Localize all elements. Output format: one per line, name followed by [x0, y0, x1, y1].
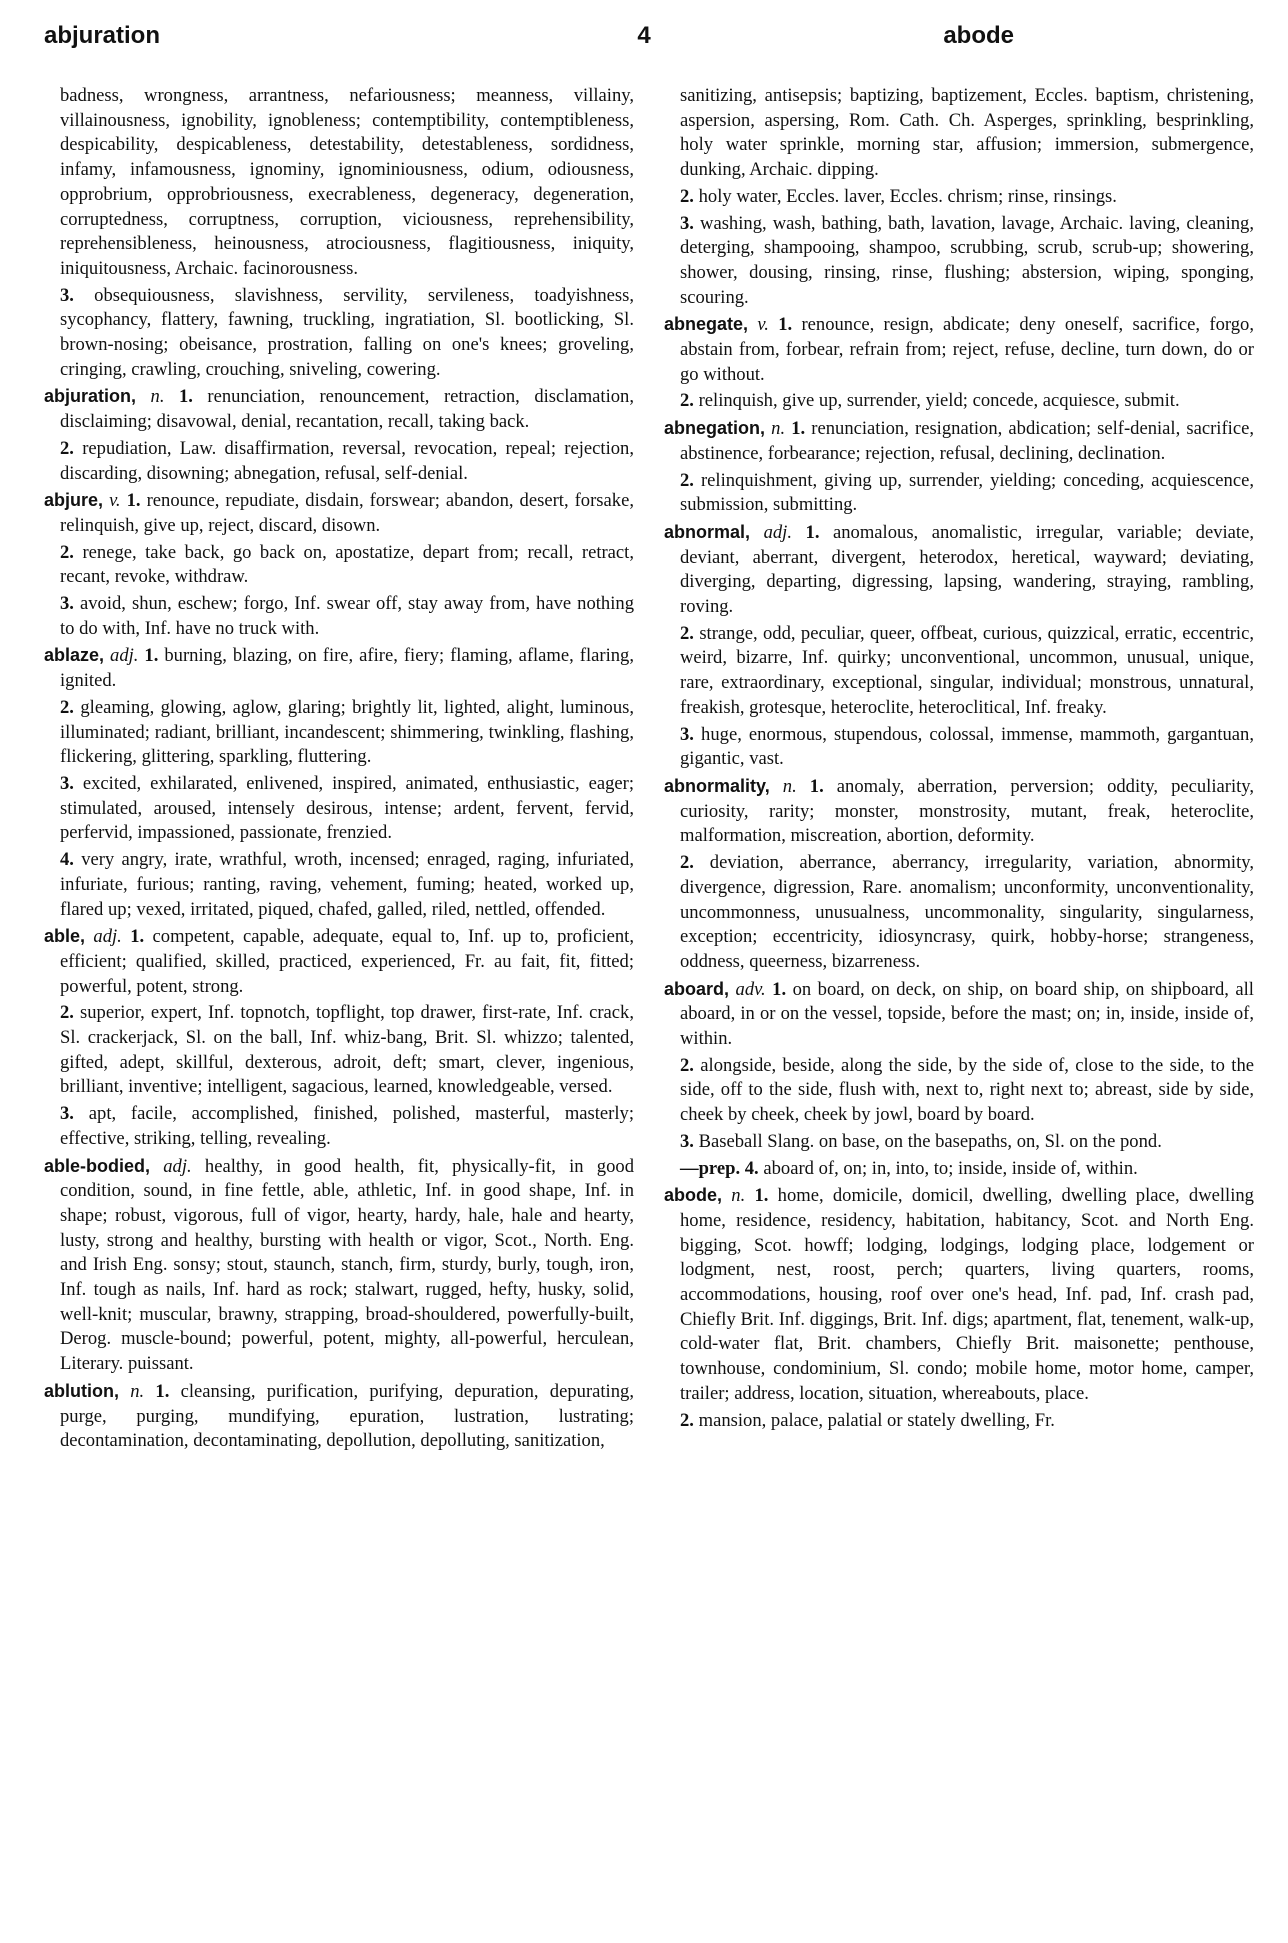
sense-number: 3.: [60, 284, 74, 306]
sense: [44, 437, 634, 486]
dictionary-entry: [664, 1183, 1254, 1406]
part-of-speech: v.: [109, 490, 121, 512]
dictionary-entry: [44, 643, 634, 693]
synonym-list: sanitizing, antisepsis; baptizing, baptizement, Eccles. baptism, christening, aspersion, aspersing, Rom. Cath. Ch. Asperges, sprinkling, besprinkling, holy water sprinkle, morning star, affusion; immersion, submergence, dunking, Archaic. dipping.: [680, 85, 1254, 181]
synonym-list: cleansing, purification, purifying, depuration, depurating, purge, purging, mundifying, epuration, lustration, lustrating; decontamination, decontaminating, depollution, depolluting, sanitization,: [60, 1380, 634, 1452]
headword: abnegate,: [664, 314, 749, 335]
sense-number: 2.: [680, 1409, 694, 1431]
headword: ablaze,: [44, 645, 105, 666]
sense: [44, 772, 634, 846]
dictionary-entry: [664, 520, 1254, 620]
headword: abnormal,: [664, 521, 751, 542]
synonym-list: renounce, resign, abdicate; deny oneself, sacrifice, forgo, abstain from, forbear, refrain from; reject, refuse, decline, turn down, do or go without.: [680, 314, 1254, 385]
sense-number: 2.: [680, 469, 694, 491]
dictionary-entry: [664, 774, 1254, 849]
sense: [664, 1409, 1254, 1434]
sense-number: 3.: [680, 212, 694, 234]
headword: abnegation,: [664, 418, 766, 439]
sense-number: 2.: [60, 437, 74, 459]
synonym-list: superior, expert, Inf. topnotch, topflight, top drawer, first-rate, Inf. crack, Sl. crackerjack, Sl. on the ball, Inf. whiz-bang, Brit. Sl. whizzo; talented, gifted, adept, skillful, dexterous, adroit, deft; smart, clever, ingenious, brilliant, inventive; intelligent, sagacious, learned, knowledgeable, versed.: [60, 1002, 635, 1098]
sense-number: 1.: [130, 926, 145, 948]
sense-number: 2.: [680, 852, 694, 874]
synonym-list: gleaming, glowing, aglow, glaring; brightly lit, lighted, alight, luminous, illuminated; radiant, brilliant, incandescent; shimmering, twinkling, flashing, flickering, glittering, sparkling, fluttering.: [60, 696, 634, 768]
synonym-list: huge, enormous, stupendous, colossal, immense, mammoth, gargantuan, gigantic, vast.: [680, 723, 1254, 770]
sense: [664, 212, 1254, 311]
sense-number: 2.: [680, 185, 694, 207]
headword: able-bodied,: [44, 1155, 151, 1176]
synonym-list: relinquishment, giving up, surrender, yielding; conceding, acquiescence, submission, submitting.: [680, 469, 1254, 516]
sense-number: 1.: [791, 418, 806, 440]
synonym-list: washing, wash, bathing, bath, lavation, lavage, Archaic. laving, cleaning, deterging, shampooing, shampoo, scrubbing, scrub, scrub-up; showering, shower, dousing, rinsing, rinse, flushing; abstersion, wiping, sponging, scouring.: [680, 212, 1254, 308]
dictionary-entry: [664, 416, 1254, 466]
synonym-list: mansion, palace, palatial or stately dwelling, Fr.: [698, 1409, 1055, 1431]
sense: [44, 592, 634, 641]
sense: [664, 185, 1254, 210]
synonym-list: holy water, Eccles. laver, Eccles. chrism; rinse, rinsings.: [698, 185, 1117, 207]
synonym-list: anomalous, anomalistic, irregular, variable; deviate, deviant, aberrant, divergent, heterodox, heretical, wayward; deviating, diverging, departing, digressing, lapsing, wandering, straying, rambling, roving.: [680, 521, 1254, 618]
synonym-list: on board, on deck, on ship, on board ship, on shipboard, all aboard, in or on the vessel, topside, before the mast; on; in, inside, inside of, within.: [680, 978, 1254, 1050]
synonym-list: strange, odd, peculiar, queer, offbeat, curious, quizzical, erratic, eccentric, weird, bizarre, Inf. quirky; unconventional, uncommon, unusual, unique, rare, extraordinary, exceptional, singular, individual; monstrous, unnatural, freakish, grotesque, heteroclite, heteroclitical, Inf. freaky.: [680, 622, 1254, 718]
synonym-list: relinquish, give up, surrender, yield; concede, acquiesce, submit.: [698, 390, 1180, 412]
sense-number: 1.: [754, 1185, 769, 1207]
dictionary-entry: [664, 312, 1254, 387]
sense-number: 1.: [772, 978, 787, 1000]
part-of-speech: n.: [150, 386, 165, 408]
synonym-list: avoid, shun, eschew; forgo, Inf. swear off, stay away from, have nothing to do with, Inf. have no truck with.: [60, 593, 634, 639]
synonym-list: renunciation, resignation, abdication; self-denial, sacrifice, abstinence, forbearance; rejection, refusal, declining, declination.: [680, 418, 1254, 464]
sense-number: 1.: [805, 521, 820, 543]
headword: abjuration,: [44, 386, 137, 407]
continued-text: [44, 84, 634, 282]
part-of-speech: n.: [130, 1380, 145, 1402]
sense-number: 1.: [155, 1380, 170, 1402]
part-of-speech: adj.: [763, 521, 792, 543]
synonym-list: home, domicile, domicil, dwelling, dwelling place, dwelling home, residence, residency, habitation, habitancy, Scot. and North Eng. bigging, Scot. howff; lodging, lodgings, lodging place, lodgement or lodgment, nest, roost, perch; quarters, living quarters, rooms, accommodations, housing, roof over one's head, Inf. pad, Inf. crash pad, Chiefly Brit. Inf. diggings, Brit. Inf. digs; apartment, flat, tenement, walk-up, cold-water flat, Brit. chambers, Chiefly Brit. maisonette; penthouse, townhouse, condominium, Sl. condo; mobile home, motor home, camper, trailer; address, location, situation, whereabouts, place.: [680, 1185, 1254, 1404]
synonym-list: renunciation, renouncement, retraction, disclamation, disclaiming; disavowal, denial, recantation, recall, taking back.: [60, 386, 634, 433]
synonym-list: obsequiousness, slavishness, servility, servileness, toadyishness, sycophancy, flattery, fawning, truckling, ingratiation, Sl. bootlicking, Sl. brown-nosing; obeisance, prostration, falling on one's knees; groveling, cringing, crawling, crouching, sniveling, cowering.: [60, 284, 634, 380]
part-of-speech: n.: [731, 1185, 746, 1207]
sense-number: —prep. 4.: [680, 1157, 759, 1179]
continued-text: [664, 84, 1254, 183]
sense-number: 3.: [60, 593, 74, 615]
part-of-speech: n.: [771, 418, 786, 440]
sense-number: 2.: [60, 1002, 74, 1024]
sense-number: 1.: [178, 386, 193, 408]
sense: [44, 541, 634, 590]
dictionary-entry: [44, 1379, 634, 1454]
sense-number: 2.: [680, 622, 694, 644]
synonym-list: apt, facile, accomplished, finished, polished, masterful, masterly; effective, striking, telling, revealing.: [60, 1103, 635, 1149]
synonym-list: badness, wrongness, arrantness, nefariousness; meanness, villainy, villainousness, ignobility, ignobleness; contemptibility, contemptibleness, despicability, despicableness, detestability, detestableness, sordidness, infamy, infamousness, ignominy, ignominiousness, odium, odiousness, opprobrium, opprobriousness, execrableness, degeneracy, degeneration, corruptedness, corruptness, corruption, viciousness, reprehensibility, reprehensibleness, heinousness, atrociousness, flagitiousness, iniquity, iniquitousness, Archaic. facinorousness.: [60, 85, 634, 279]
sense: [664, 1054, 1254, 1128]
left-column: [44, 84, 634, 1456]
sense-number: 3.: [60, 1103, 74, 1125]
headword: ablution,: [44, 1380, 119, 1401]
sense-number: 2.: [680, 390, 694, 412]
dictionary-entry: [44, 924, 634, 999]
synonym-list: repudiation, Law. disaffirmation, reversal, revocation, repeal; rejection, discarding, disowning; abnegation, refusal, self-denial.: [60, 437, 634, 484]
headword: abode,: [664, 1185, 723, 1206]
sense: [664, 723, 1254, 772]
sense-number: 4.: [60, 849, 74, 871]
part-of-speech: adj.: [163, 1155, 192, 1177]
part-of-speech: n.: [782, 775, 797, 797]
sense-number: 1.: [809, 775, 824, 797]
sense: [664, 389, 1254, 414]
sense: [664, 1130, 1254, 1155]
sense-number: 2.: [60, 541, 74, 563]
sense-number: 2.: [60, 696, 74, 718]
sense-number: 1.: [126, 490, 141, 512]
dictionary-entry: [44, 1154, 634, 1377]
sense-number: 3.: [60, 772, 74, 794]
headword: abnormality,: [664, 775, 770, 796]
sense: [44, 284, 634, 383]
part-of-speech: adv.: [735, 978, 766, 1000]
sense: [664, 851, 1254, 975]
synonym-list: anomaly, aberration, perversion; oddity, peculiarity, curiosity, rarity; monster, monstrosity, mutant, freak, heteroclite, malformation, miscreation, abortion, deformity.: [680, 775, 1255, 847]
dictionary-entry: [44, 488, 634, 538]
sense: [44, 1001, 634, 1100]
sense: [664, 622, 1254, 721]
synonym-list: deviation, aberrance, aberrancy, irregularity, variation, abnormity, divergence, digression, Rare. anomalism; unconformity, unconventionality, uncommonness, unusualness, uncommonality, singularity, singularness, exception; eccentricity, idiosyncrasy, quirk, hobby-horse; strangeness, oddness, queerness, bizarreness.: [680, 852, 1254, 972]
headword: abjure,: [44, 490, 104, 511]
headword: able,: [44, 926, 86, 947]
headword: aboard,: [664, 978, 730, 999]
guide-word-right: abode: [943, 22, 1014, 49]
synonym-list: burning, blazing, on fire, afire, fiery; flaming, aflame, flaring, ignited.: [60, 645, 634, 692]
synonym-list: Baseball Slang. on base, on the basepaths, on, Sl. on the pond.: [698, 1130, 1162, 1152]
synonym-list: renounce, repudiate, disdain, forswear; abandon, desert, forsake, relinquish, give up, reject, discard, disown.: [60, 490, 634, 536]
part-of-speech: v.: [757, 314, 769, 336]
synonym-list: renege, take back, go back on, apostatize, depart from; recall, retract, recant, revoke, withdraw.: [60, 541, 634, 588]
sense-number: 1.: [144, 645, 159, 667]
part-of-speech: adj.: [110, 645, 139, 667]
synonym-list: alongside, beside, along the side, by the side of, close to the side, to the side, off to the side, flush with, next to, right next to; abreast, side by side, cheek by cheek, cheek by jowl, board by board.: [680, 1054, 1254, 1126]
dictionary-entry: [664, 977, 1254, 1052]
part-of-speech: adj.: [93, 926, 122, 948]
dictionary-entry: [44, 384, 634, 434]
sense-number: 3.: [680, 1130, 694, 1152]
sense-number: 1.: [778, 314, 793, 336]
right-column: [664, 84, 1254, 1435]
synonym-list: competent, capable, adequate, equal to, Inf. up to, proficient, efficient; qualified, skilled, practiced, experienced, Fr. au fait, fit, fitted; powerful, potent, strong.: [60, 926, 634, 997]
sense-number: 2.: [680, 1054, 694, 1076]
page-number: 4: [637, 22, 651, 49]
guide-word-left: abjuration: [44, 22, 161, 49]
sense: [664, 1157, 1254, 1182]
sense: [44, 1102, 634, 1151]
synonym-list: very angry, irate, wrathful, wroth, incensed; enraged, raging, infuriated, infuriate, furious; ranting, raving, vehement, fuming; heated, worked up, flared up; vexed, irritated, piqued, chafed, galled, riled, nettled, offended.: [60, 849, 634, 920]
synonym-list: healthy, in good health, fit, physically-fit, in good condition, sound, in fine fettle, able, athletic, Inf. in good shape, Inf. in shape; robust, vigorous, full of vigor, hearty, hardy, hale, hale and hearty, lusty, strong and healthy, bursting with health or vigor, Scot., North. Eng. and Irish Eng. sonsy; stout, staunch, stanch, firm, sturdy, burly, tough, iron, Inf. tough as nails, Inf. hard as rock; stalwart, rugged, hefty, husky, solid, well-knit; muscular, brawny, strapping, broad-shouldered, powerfully-built, Derog. muscle-bound; powerful, potent, mighty, all-powerful, herculean, Literary. puissant.: [60, 1155, 634, 1375]
sense: [44, 696, 634, 770]
synonym-list: excited, exhilarated, enlivened, inspired, animated, enthusiastic, eager; stimulated, aroused, intensely desirous, intense; ardent, fervent, fervid, perfervid, impassioned, passionate, frenzied.: [60, 772, 634, 844]
sense: [664, 469, 1254, 518]
synonym-list: aboard of, on; in, into, to; inside, inside of, within.: [763, 1157, 1138, 1179]
sense-number: 3.: [680, 723, 694, 745]
sense: [44, 848, 634, 922]
